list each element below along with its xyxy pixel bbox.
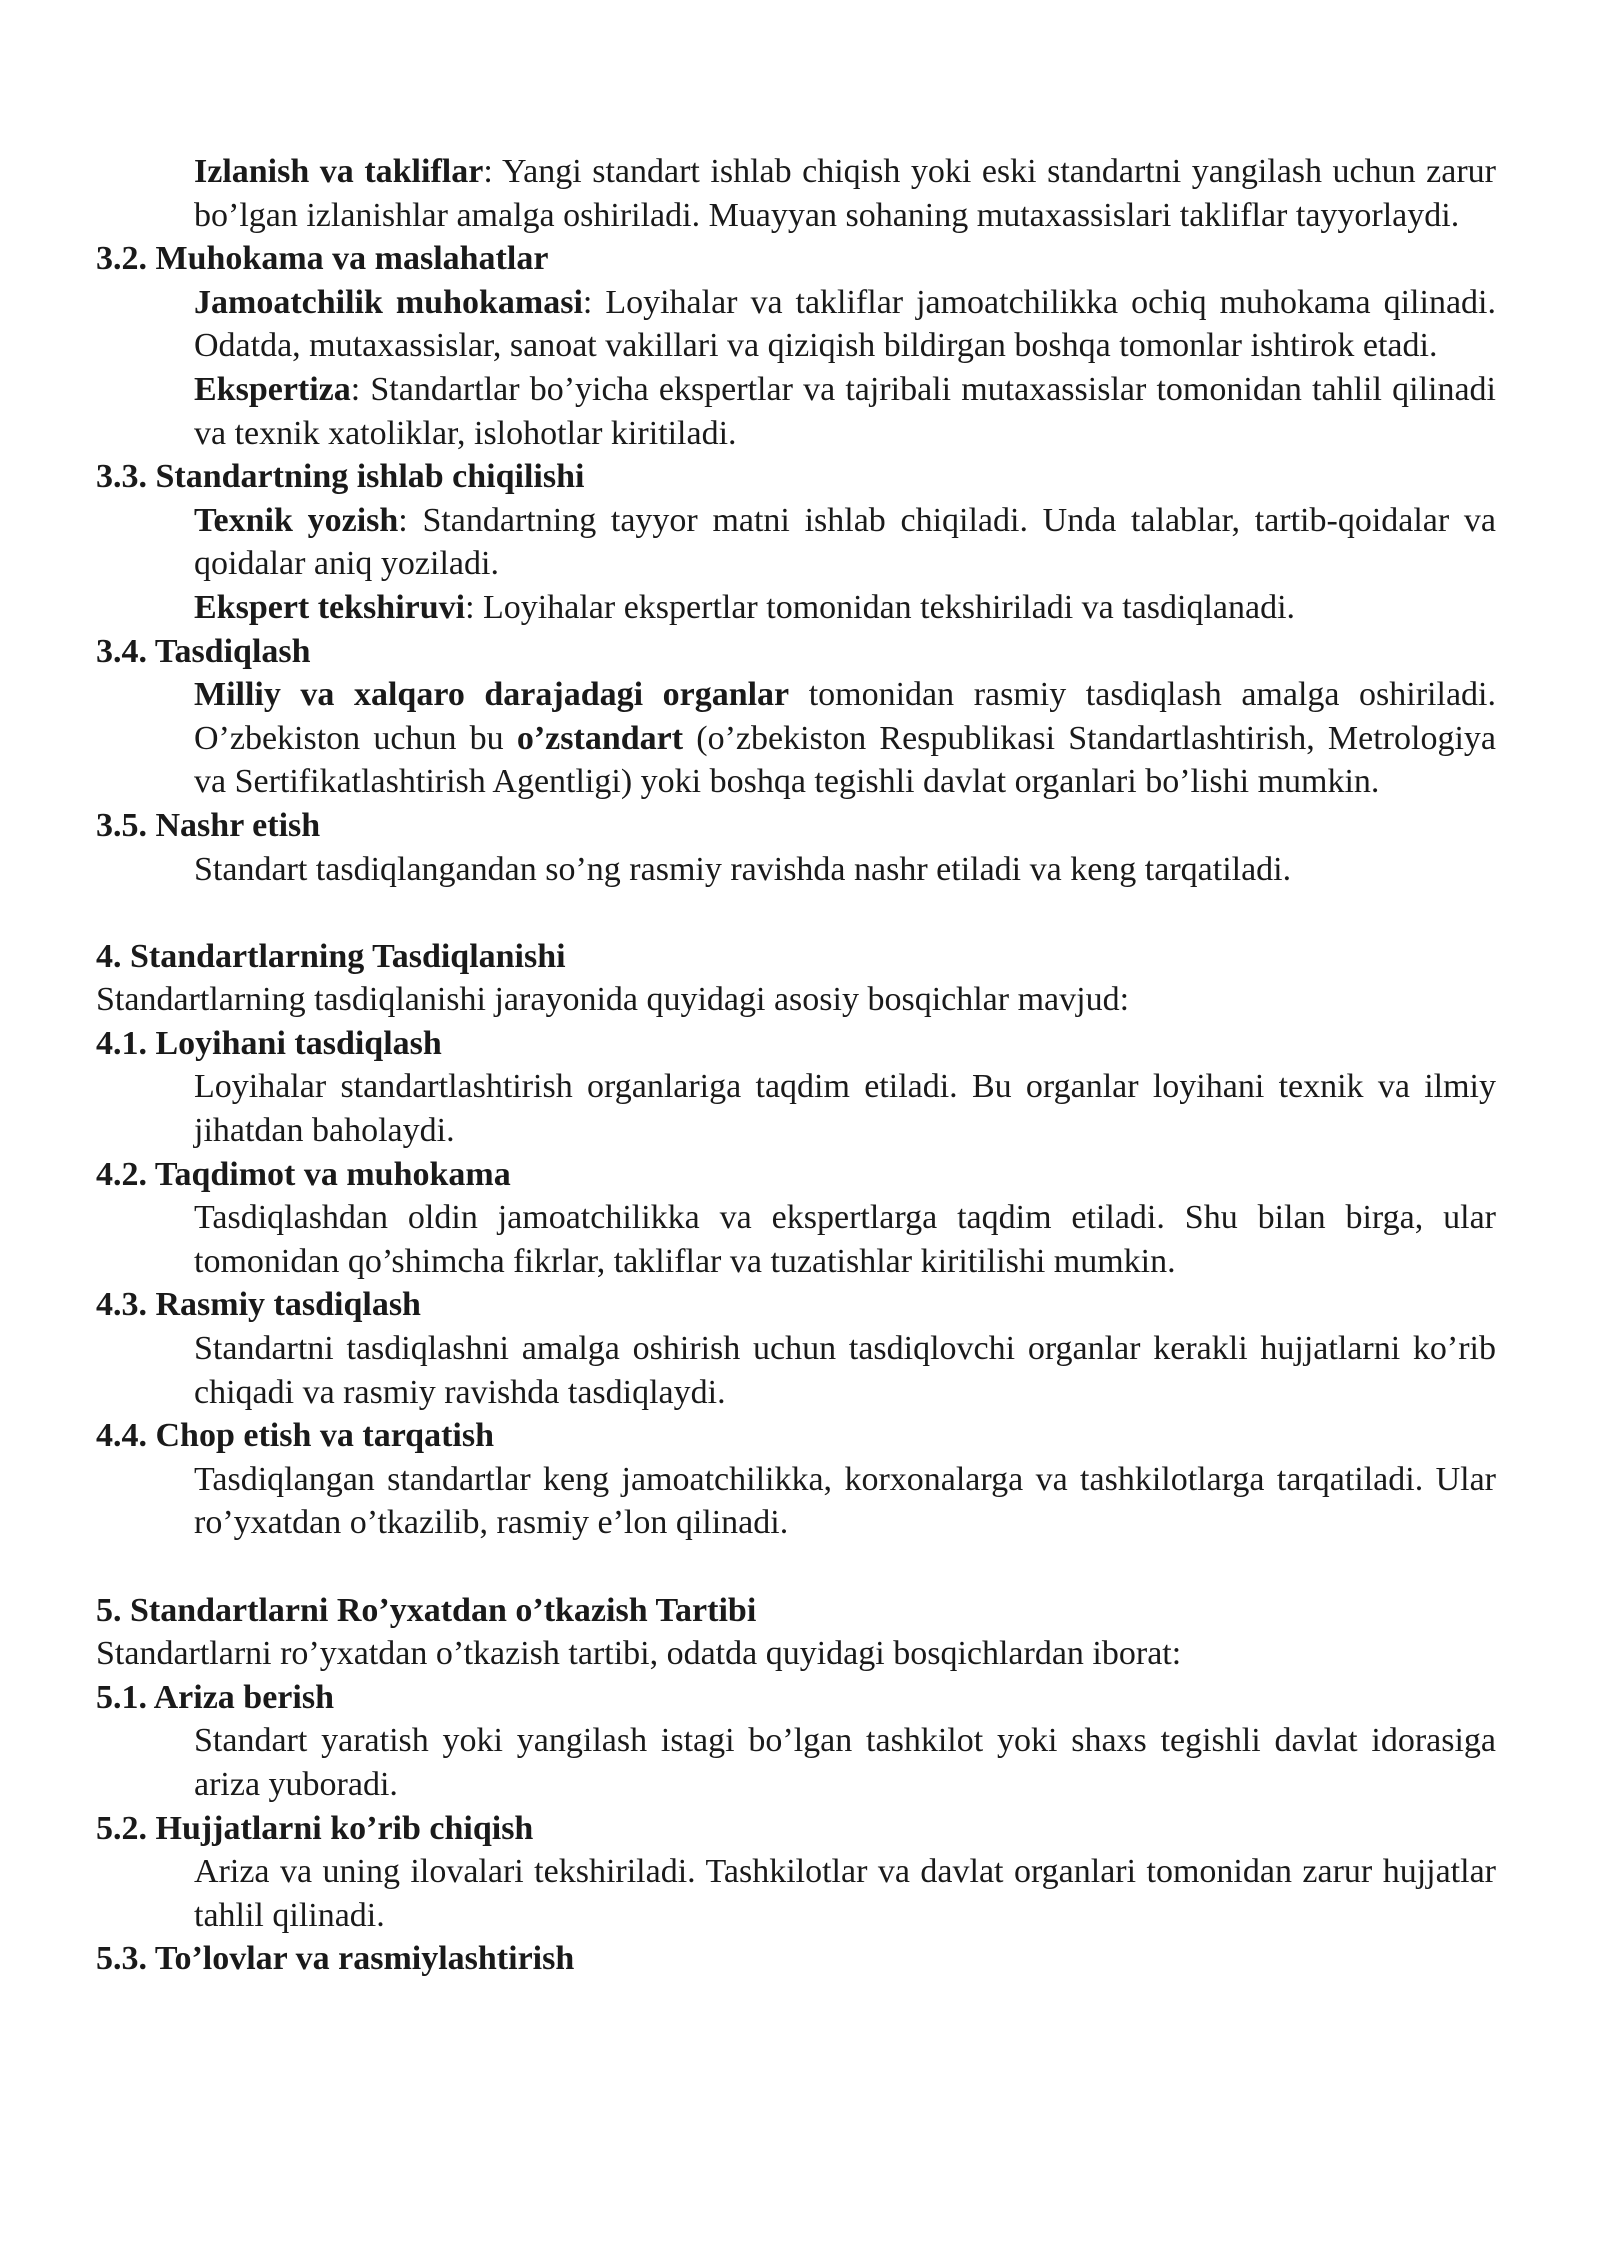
- text-texnik-yozish: : Standartning tayyor matni ishlab chiqiladi. Unda talablar, tartib-qoidalar va qoidalar aniq yoziladi.: [194, 501, 1497, 583]
- heading-section-4: 4. Standartlarning Tasdiqlanishi: [96, 937, 566, 975]
- text-izlanish: : Yangi standart ishlab chiqish yoki eski standartni yangilash uchun zarur bo’lgan izlanishlar amalga oshiriladi. Muayyan sohaning mutaxassislari takliflar tayyorlaydi.: [194, 153, 1497, 234]
- paragraph-4-4: Tasdiqlangan standartlar keng jamoatchilikka, korxonalarga va tashkilotlarga tarqatiladi. Ular ro’yxatdan o’tkazilib, rasmiy e’lon qilinadi.: [194, 1460, 1496, 1542]
- paragraph-5-1: Standart yaratish yoki yangilash istagi bo’lgan tashkilot yoki shaxs tegishli davlat idorasiga ariza yuboradi.: [194, 1722, 1496, 1803]
- paragraph-ekspert-tekshiruvi: [96, 586, 1496, 630]
- term-texnik-yozish: Texnik yozish: [194, 501, 399, 539]
- term-jamoatchilik: Jamoatchilik muhokamasi: [194, 283, 583, 321]
- heading-section-5: 5. Standartlarni Ro’yxatdan o’tkazish Tartibi: [96, 1591, 757, 1629]
- text-jamoatchilik: : Loyihalar va takliflar jamoatchilikka ochiq muhokama qilinadi. Odatda, mutaxassislar, sanoat vakillari va qiziqish bildirgan boshqa tomonlar ishtirok etadi.: [194, 283, 1496, 365]
- text-ekspertiza: : Standartlar bo’yicha ekspertlar va tajribali mutaxassislar tomonidan tahlil qilinadi va texnik xatoliklar, islohotlar kiritiladi.: [194, 370, 1496, 452]
- term-izlanish: Izlanish va takliflar: [194, 153, 484, 190]
- heading-3-4: 3.4. Tasdiqlash: [96, 632, 311, 670]
- term-ekspertiza: Ekspertiza: [194, 370, 351, 408]
- heading-4-3: 4.3. Rasmiy tasdiqlash: [96, 1286, 421, 1324]
- text-tasdiqlash-1: tomonidan rasmiy tasdiqlash amalga oshiriladi. O’zbekiston uchun bu: [194, 676, 1496, 757]
- heading-3-5: 3.5. Nashr etish: [96, 806, 321, 844]
- paragraph-ekspertiza: [96, 368, 1496, 455]
- intro-section-4: Standartlarning tasdiqlanishi jarayonida quyidagi asosiy bosqichlar mavjud:: [96, 981, 1130, 1019]
- paragraph-jamoatchilik: [96, 281, 1496, 368]
- heading-3-2: 3.2. Muhokama va maslahatlar: [96, 240, 549, 278]
- paragraph-4-2: Tasdiqlashdan oldin jamoatchilikka va ekspertlarga taqdim etiladi. Shu bilan birga, ular tomonidan qo’shimcha fikrlar, takliflar va tuzatishlar kiritilishi mumkin.: [194, 1199, 1496, 1280]
- term-milliy-organlar: Milliy va xalqaro darajadagi organlar: [194, 676, 790, 714]
- text-ekspert-tekshiruvi: : Loyihalar ekspertlar tomonidan tekshiriladi va tasdiqlanadi.: [465, 588, 1296, 626]
- paragraph-tasdiqlash: [96, 673, 1496, 804]
- heading-4-4: 4.4. Chop etish va tarqatish: [96, 1417, 494, 1455]
- term-ozstandart: o’zstandart: [516, 719, 684, 757]
- paragraph-4-3: Standartni tasdiqlashni amalga oshirish uchun tasdiqlovchi organlar kerakli hujjatlarni ko’rib chiqadi va rasmiy ravishda tasdiqlaydi.: [194, 1330, 1496, 1411]
- heading-5-3: 5.3. To’lovlar va rasmiylashtirish: [96, 1940, 575, 1978]
- heading-5-2: 5.2. Hujjatlarni ko’rib chiqish: [96, 1809, 534, 1847]
- heading-5-1: 5.1. Ariza berish: [96, 1678, 334, 1716]
- document-page: [96, 150, 1496, 1981]
- heading-3-3: 3.3. Standartning ishlab chiqilishi: [96, 458, 585, 496]
- heading-4-1: 4.1. Loyihani tasdiqlash: [96, 1024, 442, 1062]
- paragraph-nashr-etish: Standart tasdiqlangandan so’ng rasmiy ravishda nashr etiladi va keng tarqatiladi.: [194, 850, 1292, 888]
- paragraph-4-1: Loyihalar standartlashtirish organlariga taqdim etiladi. Bu organlar loyihani texnik va ilmiy jihatdan baholaydi.: [194, 1068, 1496, 1150]
- paragraph-5-2: Ariza va uning ilovalari tekshiriladi. Tashkilotlar va davlat organlari tomonidan zarur hujjatlar tahlil qilinadi.: [194, 1853, 1496, 1934]
- text-tasdiqlash-2: (o’zbekiston Respublikasi Standartlashtirish, Metrologiya va Sertifikatlashtirish Agentligi) yoki boshqa tegishli davlat organlari bo’lishi mumkin.: [194, 719, 1496, 801]
- intro-section-5: Standartlarni ro’yxatdan o’tkazish tartibi, odatda quyidagi bosqichlardan iborat:: [96, 1635, 1182, 1673]
- term-ekspert-tekshiruvi: Ekspert tekshiruvi: [194, 588, 466, 626]
- paragraph-texnik-yozish: [96, 499, 1496, 586]
- paragraph-izlanish: [96, 150, 1496, 237]
- heading-4-2: 4.2. Taqdimot va muhokama: [96, 1155, 511, 1193]
